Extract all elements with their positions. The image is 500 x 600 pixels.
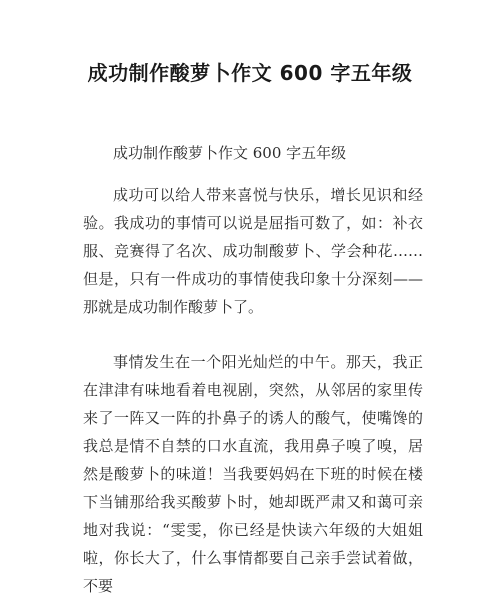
document-subtitle: 成功制作酸萝卜作文 600 字五年级 bbox=[113, 144, 347, 162]
document-title: 成功制作酸萝卜作文 600 字五年级 bbox=[87, 61, 413, 85]
paragraph-1: 成功可以给人带来喜悦与快乐，增长见识和经验。我成功的事情可以说是屈指可数了，如：补衣服、竞赛得了名次、成功制酸萝卜、学会种花……但是，只有一件成功的事情使我印象十分深刻——那就是成功制作酸萝卜了。 bbox=[83, 186, 423, 316]
paragraph-2: 事情发生在一个阳光灿烂的中午。那天，我正在津津有味地看着电视剧，突然，从邻居的家里传来了一阵又一阵的扑鼻子的诱人的酸气，使嘴馋的我总是情不自禁的口水直流，我用鼻子嗅了嗅，居然是酸萝卜的味道！当我要妈妈在下班的时候在楼下当铺那给我买酸萝卜时，她却既严肃又和蔼可亲地对我说：“雯雯，你已经是快读六年级的大姐姐啦，你长大了，什么事情都要自己亲手尝试着做，不要 bbox=[83, 353, 423, 595]
